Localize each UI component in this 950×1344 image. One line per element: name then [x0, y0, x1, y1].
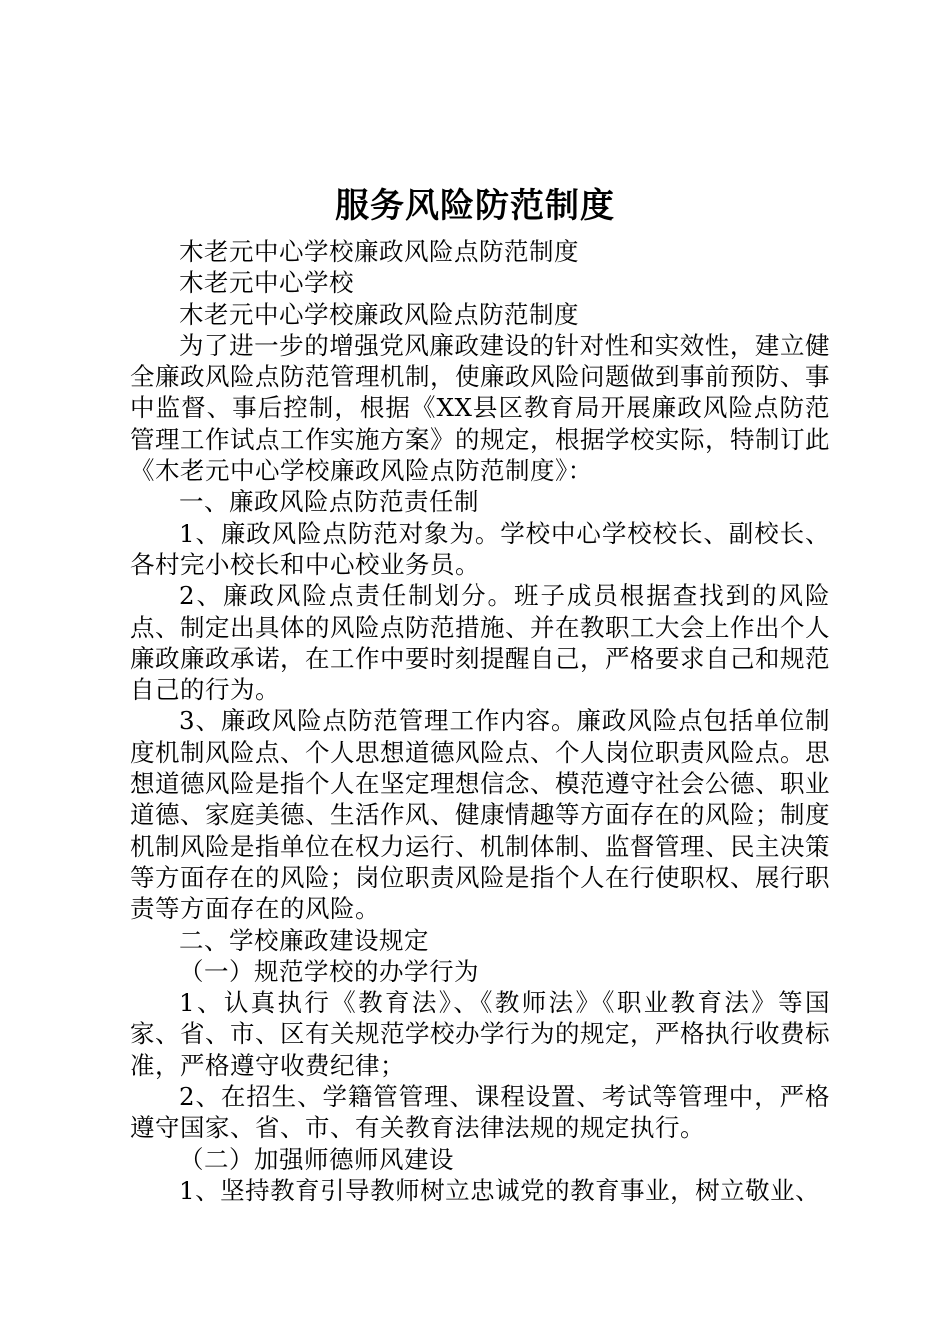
paragraph: 木老元中心学校廉政风险点防范制度	[179, 237, 579, 266]
section-heading: 一、廉政风险点防范责任制	[179, 487, 479, 517]
paragraph: 1、坚持教育引导教师树立忠诚党的教育事业，树立敬业、	[179, 1175, 821, 1205]
subsection-heading: （一）规范学校的办学行为	[179, 956, 479, 986]
paragraph: 木老元中心学校廉政风险点防范制度	[179, 299, 579, 329]
section-heading: 二、学校廉政建设规定	[179, 925, 429, 955]
paragraph: 2、在招生、学籍管管理、课程设置、考试等管理中，严格遵守国家、省、市、有关教育法律法规的规定执行。	[130, 1082, 830, 1143]
document-title: 服务风险防范制度	[335, 186, 615, 226]
paragraph: 为了进一步的增强党风廉政建设的针对性和实效性，建立健全廉政风险点防范管理机制，使廉政风险问题做到事前预防、事中监督、事后控制，根据《XX县区教育局开展廉政风险点防范管理工作试点工作实施方案》的规定，根据学校实际，特制订此《木老元中心学校廉政风险点防范制度》：	[130, 330, 830, 486]
paragraph: 2、廉政风险点责任制划分。班子成员根据查找到的风险点、制定出具体的风险点防范措施、并在教职工大会上作出个人廉政廉政承诺，在工作中要时刻提醒自己，严格要求自己和规范自己的行为。	[130, 581, 830, 705]
paragraph: 1、廉政风险点防范对象为。学校中心学校校长、副校长、各村完小校长和中心校业务员。	[130, 518, 830, 579]
paragraph: 3、廉政风险点防范管理工作内容。廉政风险点包括单位制度机制风险点、个人思想道德风险点、个人岗位职责风险点。思想道德风险是指个人在坚定理想信念、模范遵守社会公德、职业道德、家庭美德、生活作风、健康情趣等方面存在的风险；制度机制风险是指单位在权力运行、机制体制、监督管理、民主决策等方面存在的风险；岗位职责风险是指个人在行使职权、展行职责等方面存在的风险。	[130, 706, 830, 924]
subsection-heading: （二）加强师德师风建设	[179, 1144, 454, 1174]
document-body	[130, 236, 830, 1206]
paragraph: 1、认真执行《教育法》、《教师法》《职业教育法》等国家、省、市、区有关规范学校办学行为的规定，严格执行收费标准，严格遵守收费纪律；	[130, 988, 830, 1080]
paragraph: 木老元中心学校	[179, 268, 354, 298]
